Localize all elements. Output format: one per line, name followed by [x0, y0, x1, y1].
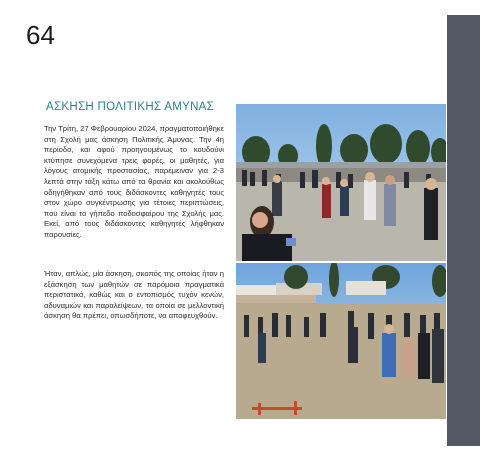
photo-students-gathering-image — [236, 104, 446, 261]
article-paragraph-1: Την Τρίτη, 27 Φεβρουαρίου 2024, πραγματοποιήθηκε στη Σχολή μας άσκηση Πολιτικής Άμυνας. Την 4η περίοδο, και αφού προηγουμένως το κουδούνι κτύπησε συνεχόμενα τρεις φορές, οι μαθητές, για λόγους ατομικής προστασίας, παρέμειναν για 2-3 λεπτά στην τάξη κάτω από τα θρανία και ακολούθως οδηγήθηκαν από τους διδάσκοντες καθηγητές τους στον χώρο συγκέντρωσης για τέτοιες περιπτώσεις, που είναι το γήπεδο ποδοσφαίρου της Σχολής μας. Εκεί, από τους διδάσκοντες καθηγητές λήφθηκαν παρουσίες. — [44, 124, 224, 239]
article-title: ΑΣΚΗΣΗ ΠΟΛΙΤΙΚΗΣ ΑΜΥΝΑΣ — [46, 101, 215, 113]
side-bar — [447, 15, 480, 446]
photo-students-gathering — [236, 104, 446, 261]
page-number: 64 — [26, 20, 55, 50]
photo-football-field — [236, 263, 446, 419]
photo-football-field-image — [236, 263, 446, 419]
article-paragraph-2: Ήταν, απλώς, μία άσκηση, σκοπός της οποίας ήταν η εξάσκηση των μαθητών σε παρόμοια πραγματικά περιστατικά, καθώς και ο εντοπισμός τυχόν κενών, αδυναμιών και παραλείψεων, τα οποία σε μελλοντική άσκηση θα πρέπει, οπωσδήποτε, να αποφευχθούν. — [44, 269, 224, 321]
